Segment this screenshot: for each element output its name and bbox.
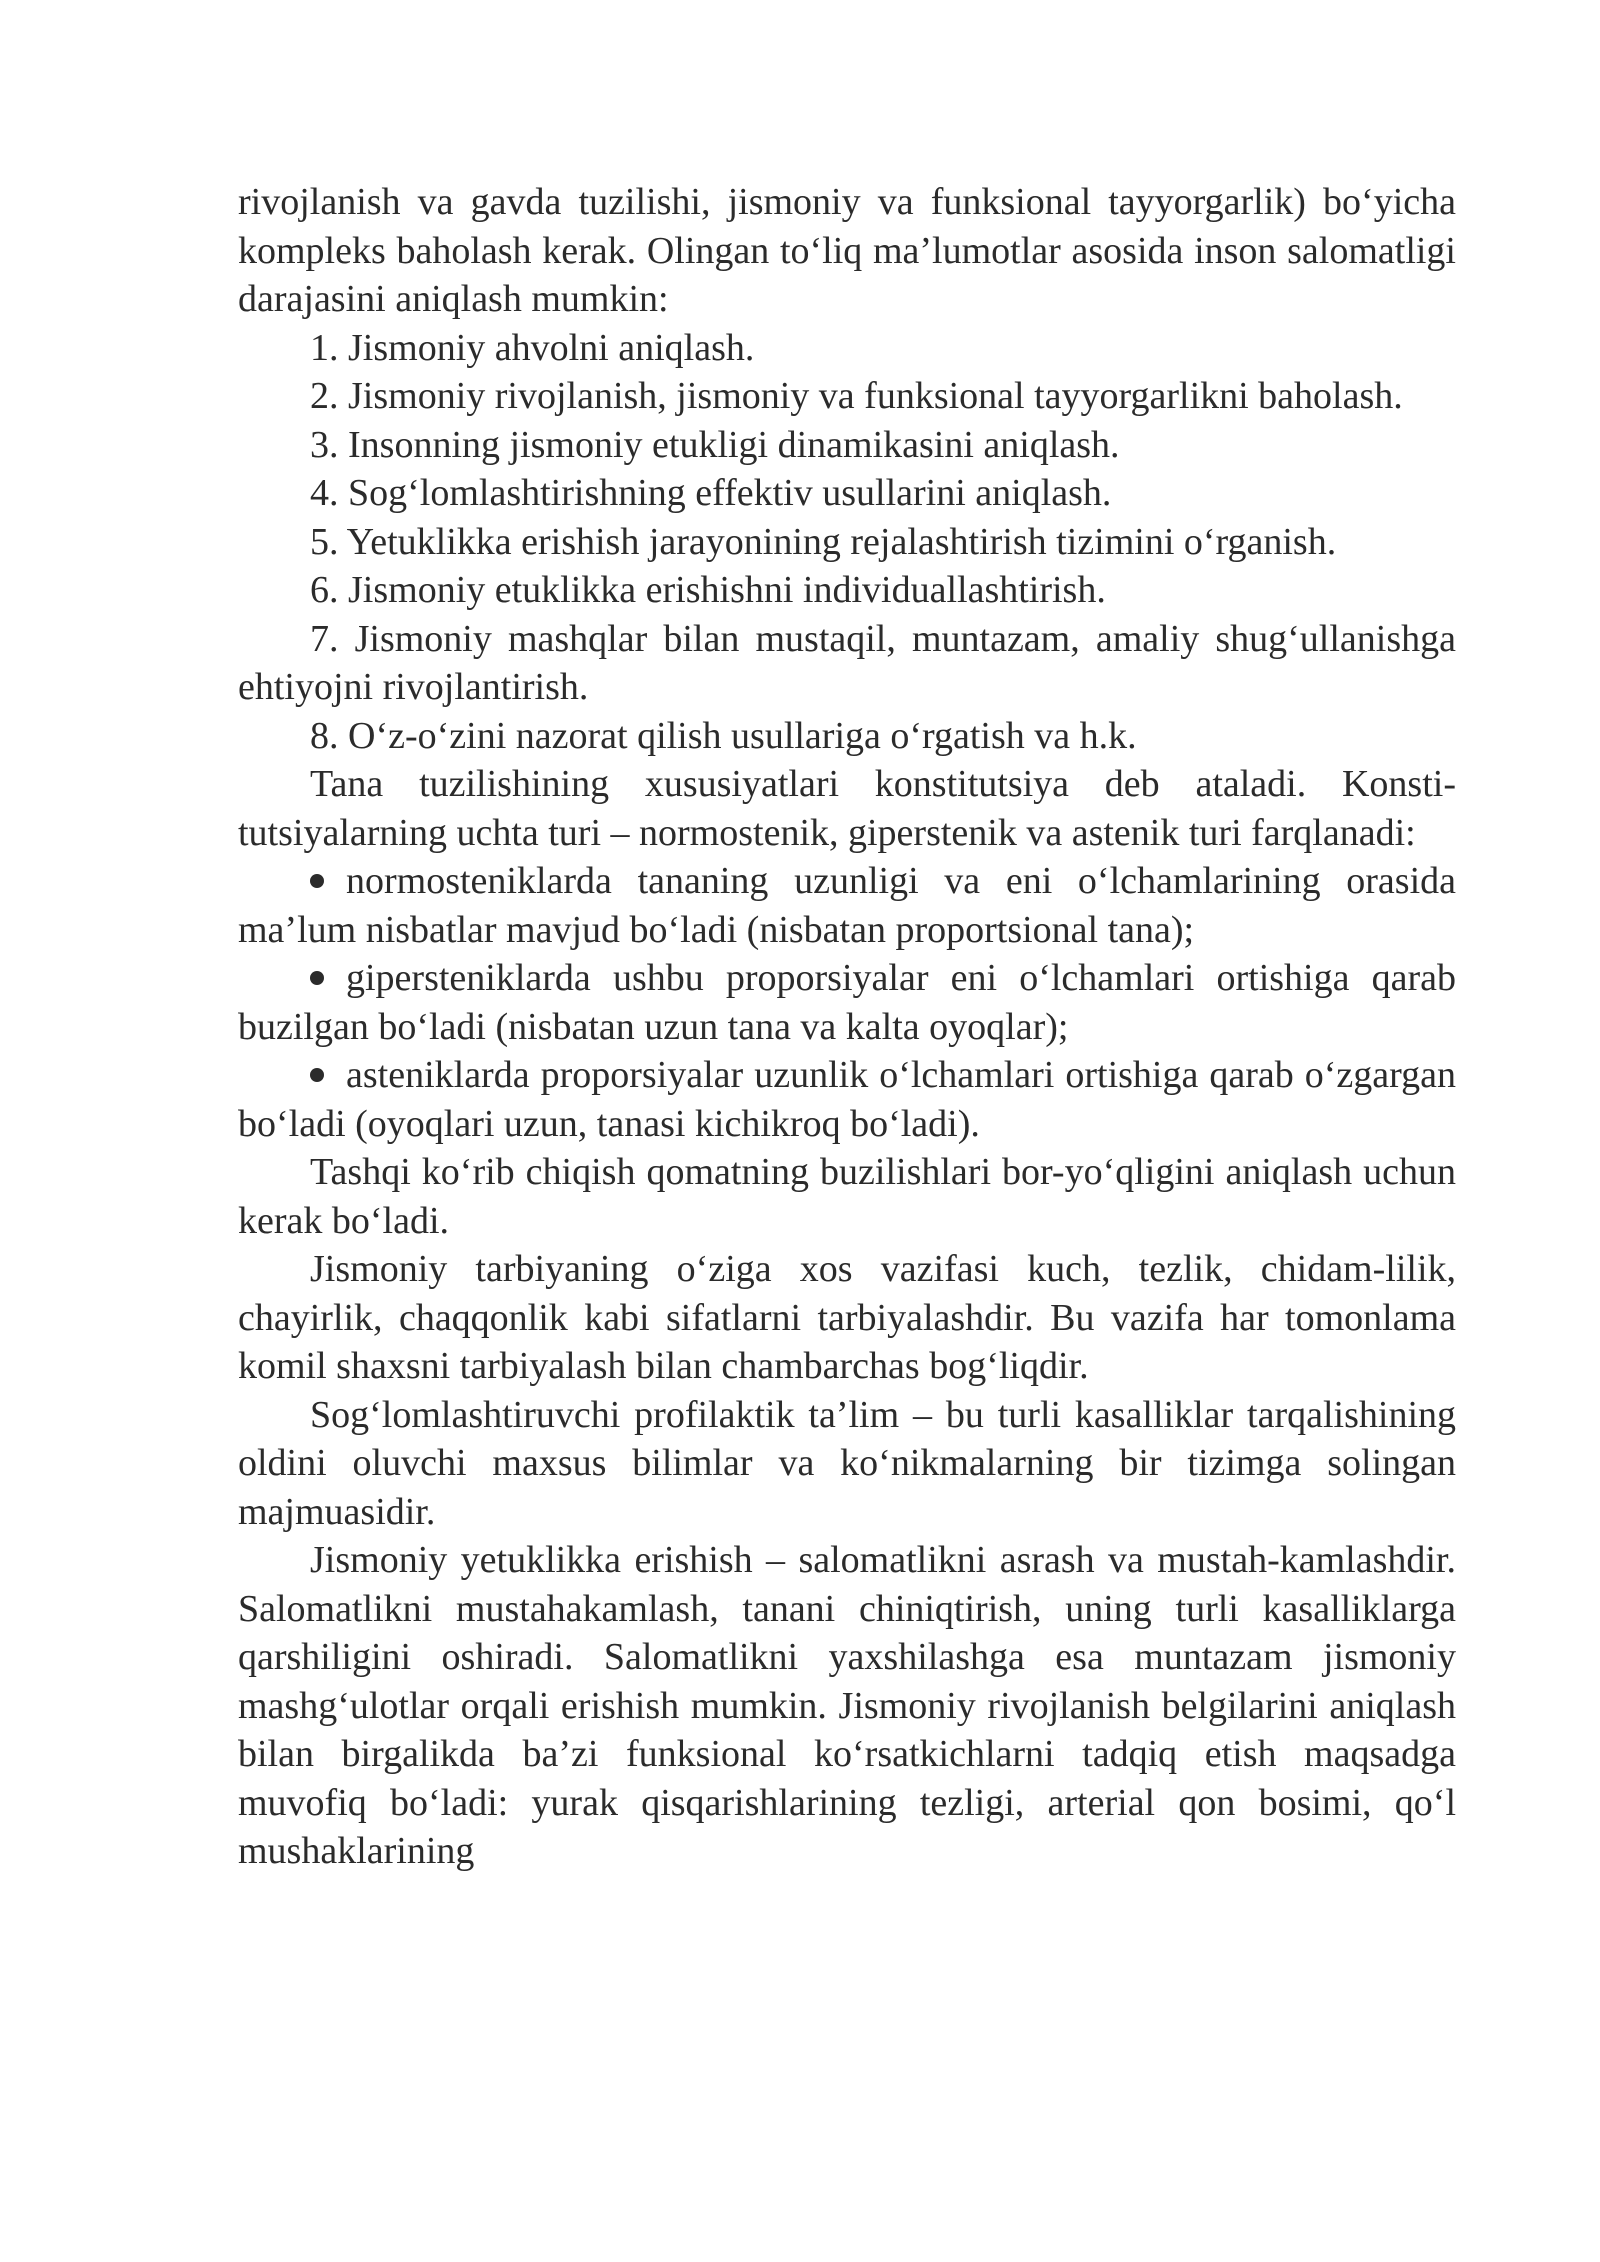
bullet-icon (310, 874, 324, 888)
paragraph-intro: rivojlanish va gavda tuzilishi, jismoniy va funksional tayyorgarlik) bo‘yicha kompleks baholash kerak. Olingan to‘liq ma’lumotlar asosida inson salomatligi darajasini aniqlash mumkin: (238, 181, 1456, 320)
bullet-text: gipersteniklarda ushbu proporsiyalar eni o‘lchamlari ortishiga qarab buzilgan bo‘ladi (nisbatan uzun tana va kalta oyoqlar); (238, 957, 1456, 1048)
bullet-item-astenik (238, 1051, 1456, 1148)
list-item-2: 2. Jismoniy rivojlanish, jismoniy va funksional tayyorgarlikni baholash. (310, 375, 1403, 417)
list-item-5: 5. Yetuklikka erishish jarayonining rejalashtirish tizimini o‘rganish. (310, 520, 1337, 563)
paragraph-examination: Tashqi ko‘rib chiqish qomatning buzilishlari bor-yo‘qligini aniqlash uchun kerak bo‘ladi. (238, 1151, 1456, 1242)
bullet-icon (310, 1068, 324, 1082)
list-item-4: 4. Sog‘lomlashtirishning effektiv usullarini aniqlash. (310, 472, 1112, 514)
list-item-6: 6. Jismoniy etuklikka erishishni individuallashtirish. (310, 569, 1106, 611)
list-item-8: 8. O‘z-o‘zini nazorat qilish usullariga o‘rgatish va h.k. (310, 714, 1137, 757)
list-item-1: 1. Jismoniy ahvolni aniqlash. (310, 326, 755, 369)
paragraph-physical-maturity: Jismoniy yetuklikka erishish – salomatlikni asrash va mustah-kamlashdir. Salomatlikni mustahakamlash, tanani chiniqtirish, uning turli kasalliklarga qarshiligini oshiradi. Salomatlikni yaxshilashga esa muntazam jismoniy mashg‘ulotlar orqali erishish mumkin. Jismoniy rivojlanish belgilarini aniqlash bilan birgalikda ba’zi funksional ko‘rsatkichlarni tadqiq etish maqsadga muvofiq bo‘ladi: yurak qisqarishlarining tezligi, arterial qon bosimi, qo‘l mushaklarining (238, 1539, 1456, 1872)
bullet-text: asteniklarda proporsiyalar uzunlik o‘lchamlari ortishiga qarab o‘zgargan bo‘ladi (oyoqlari uzun, tanasi kichikroq bo‘ladi). (238, 1054, 1456, 1145)
list-item-3: 3. Insonning jismoniy etukligi dinamikasini aniqlash. (310, 423, 1120, 466)
paragraph-preventive-education: Sog‘lomlashtiruvchi profilaktik ta’lim – bu turli kasalliklar tarqalishining oldini oluvchi maxsus bilimlar va ko‘nikmalarning bir tizimga solingan majmuasidir. (238, 1393, 1456, 1533)
paragraph-physical-education: Jismoniy tarbiyaning o‘ziga xos vazifasi kuch, tezlik, chidam-lilik, chayirlik, chaqqonlik kabi sifatlarni tarbiyalashdir. Bu vazifa har tomonlama komil shaxsni tarbiyalash bilan chambarchas bog‘liqdir. (238, 1248, 1456, 1387)
bullet-text: normosteniklarda tananing uzunligi va eni o‘lchamlarining orasida ma’lum nisbatlar mavjud bo‘ladi (nisbatan proportsional tana); (238, 860, 1456, 951)
bullet-item-normostenik (238, 857, 1456, 954)
document-page (238, 178, 1456, 1876)
bullet-icon (310, 971, 324, 985)
paragraph-constitution: Tana tuzilishining xususiyatlari konstitutsiya deb ataladi. Konsti-tutsiyalarning uchta turi – normostenik, giperstenik va astenik turi farqlanadi: (238, 763, 1456, 854)
bullet-item-giperstenik (238, 954, 1456, 1051)
list-item-7: 7. Jismoniy mashqlar bilan mustaqil, muntazam, amaliy shug‘ullanishga ehtiyojni rivojlantirish. (238, 617, 1456, 708)
